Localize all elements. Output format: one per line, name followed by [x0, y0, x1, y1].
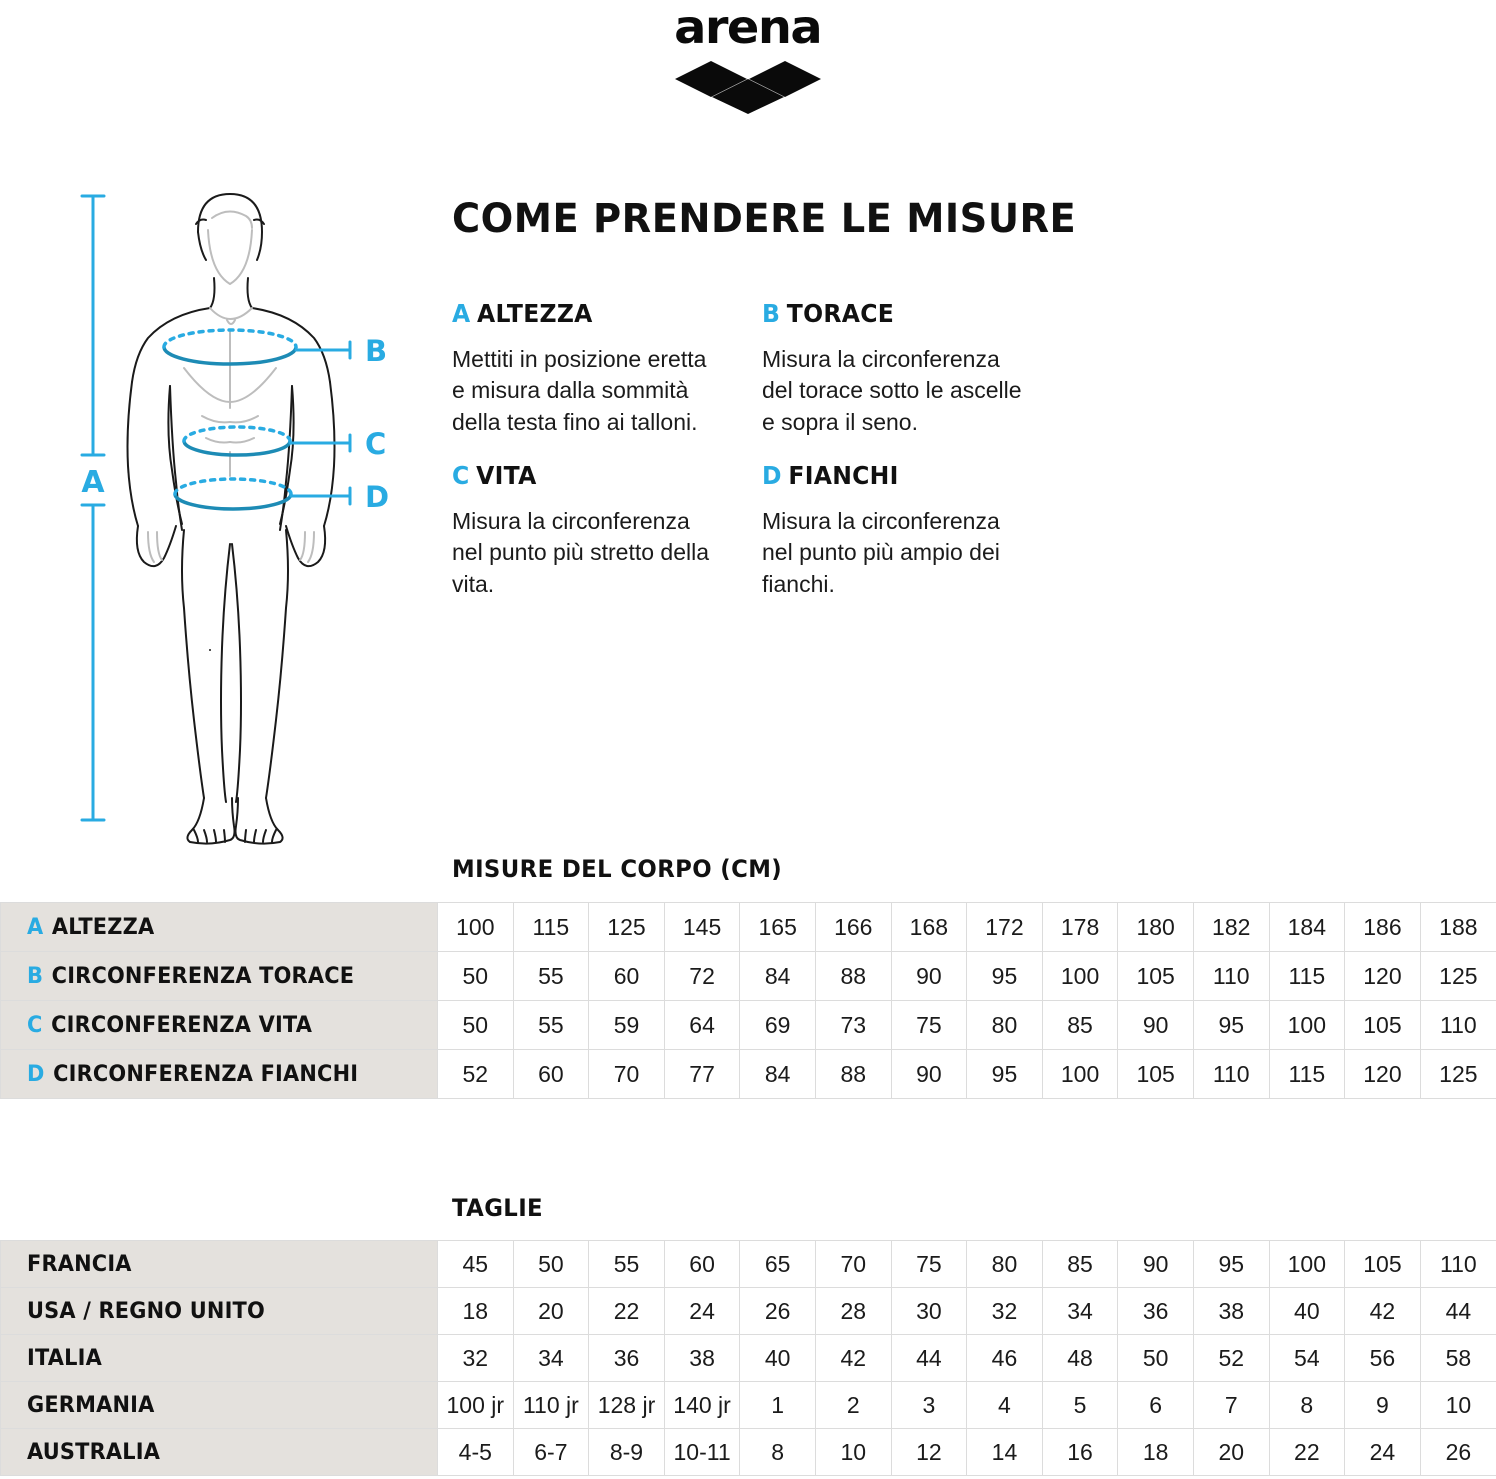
table-cell: 105 — [1118, 952, 1194, 1001]
table-cell: 55 — [513, 952, 589, 1001]
table-cell: 100 — [1269, 1241, 1345, 1288]
table-cell: 1 — [740, 1382, 816, 1429]
table-cell: 75 — [891, 1241, 967, 1288]
row-label-text: CIRCONFERENZA FIANCHI — [53, 1061, 359, 1087]
table-cell: 18 — [438, 1288, 514, 1335]
table-cell: 70 — [589, 1050, 665, 1099]
row-label-text: ALTEZZA — [51, 914, 155, 940]
table-cell: 40 — [1269, 1288, 1345, 1335]
table-cell: 120 — [1345, 952, 1421, 1001]
table-cell: 40 — [740, 1335, 816, 1382]
row-label-text: USA / REGNO UNITO — [27, 1298, 265, 1324]
row-label-text: ITALIA — [27, 1345, 103, 1371]
table-cell: 52 — [438, 1050, 514, 1099]
table-row — [1, 952, 1496, 1001]
table-cell: 172 — [967, 903, 1043, 952]
row-label — [1, 952, 438, 1001]
table-cell: 85 — [1042, 1241, 1118, 1288]
table-cell: 100 — [1269, 1001, 1345, 1050]
table-cell: 145 — [664, 903, 740, 952]
row-label — [1, 1050, 438, 1099]
table-cell: 77 — [664, 1050, 740, 1099]
measure-letter-d: D — [762, 461, 782, 490]
table-cell: 6-7 — [513, 1429, 589, 1476]
measure-title-a: ALTEZZA — [477, 299, 593, 328]
table-cell: 44 — [1420, 1288, 1496, 1335]
table-cell: 64 — [664, 1001, 740, 1050]
table-cell: 100 — [1042, 952, 1118, 1001]
table-cell: 105 — [1345, 1241, 1421, 1288]
measure-title-b: TORACE — [786, 299, 895, 328]
table-cell: 120 — [1345, 1050, 1421, 1099]
table-cell: 4 — [967, 1382, 1043, 1429]
table-cell: 10 — [815, 1429, 891, 1476]
table-cell: 10-11 — [664, 1429, 740, 1476]
table-row — [1, 1001, 1496, 1050]
measure-text-a: Mettiti in posizione eretta e misura dalla sommità della testa fino ai talloni. — [452, 345, 707, 435]
table-cell: 105 — [1345, 1001, 1421, 1050]
table-cell: 50 — [438, 952, 514, 1001]
measure-block-heading — [452, 300, 734, 328]
table-cell: 58 — [1420, 1335, 1496, 1382]
waist-measure-ellipse — [184, 427, 290, 455]
table-cell: 20 — [513, 1288, 589, 1335]
table-cell: 42 — [1345, 1288, 1421, 1335]
measure-block-altezza — [452, 300, 752, 438]
measure-text-d: Misura la circonferenza nel punto più ampio dei fianchi. — [762, 507, 1000, 597]
table-cell: 38 — [1193, 1288, 1269, 1335]
table-cell: 90 — [1118, 1241, 1194, 1288]
table-row — [1, 1382, 1496, 1429]
table-cell: 80 — [967, 1241, 1043, 1288]
table-cell: 24 — [664, 1288, 740, 1335]
row-label-text: CIRCONFERENZA TORACE — [51, 963, 355, 989]
table-cell: 110 jr — [513, 1382, 589, 1429]
table-cell: 188 — [1420, 903, 1496, 952]
measure-letter-a: A — [452, 299, 471, 328]
table-cell: 28 — [815, 1288, 891, 1335]
table-cell: 125 — [1420, 952, 1496, 1001]
table-cell: 90 — [891, 1050, 967, 1099]
table-cell: 10 — [1420, 1382, 1496, 1429]
table-cell: 180 — [1118, 903, 1194, 952]
table-cell: 95 — [967, 952, 1043, 1001]
table-cell: 69 — [740, 1001, 816, 1050]
figure-label-a: A — [81, 465, 105, 500]
arena-three-diamond-logo-icon — [673, 53, 823, 120]
table-cell: 3 — [891, 1382, 967, 1429]
body-measurement-figure — [60, 180, 420, 850]
sizes-table-caption: TAGLIE — [452, 1194, 544, 1222]
row-label — [1, 1382, 438, 1429]
figure-label-c: C — [365, 427, 387, 461]
body-table-caption: MISURE DEL CORPO (CM) — [452, 855, 783, 883]
table-cell: 165 — [740, 903, 816, 952]
table-cell: 110 — [1420, 1001, 1496, 1050]
table-cell: 85 — [1042, 1001, 1118, 1050]
table-cell: 115 — [513, 903, 589, 952]
table-cell: 8 — [740, 1429, 816, 1476]
figure-label-b: B — [365, 334, 388, 368]
row-label-text: GERMANIA — [27, 1392, 155, 1418]
measure-block-fianchi — [762, 462, 1062, 600]
brand-logo — [0, 0, 1496, 120]
brand-wordmark: arena — [674, 0, 822, 54]
measure-block-heading — [452, 462, 734, 490]
row-label — [1, 1288, 438, 1335]
measure-text-b: Misura la circonferenza del torace sotto le ascelle e sopra il seno. — [762, 345, 1022, 435]
table-cell: 34 — [513, 1335, 589, 1382]
table-cell: 7 — [1193, 1382, 1269, 1429]
table-cell: 110 — [1420, 1241, 1496, 1288]
table-cell: 56 — [1345, 1335, 1421, 1382]
table-cell: 34 — [1042, 1288, 1118, 1335]
figure-label-d: D — [365, 480, 390, 514]
table-cell: 46 — [967, 1335, 1043, 1382]
table-cell: 95 — [1193, 1001, 1269, 1050]
table-cell: 50 — [438, 1001, 514, 1050]
body-measurements-table — [0, 902, 1496, 1099]
table-cell: 100 — [438, 903, 514, 952]
table-cell: 70 — [815, 1241, 891, 1288]
table-cell: 182 — [1193, 903, 1269, 952]
table-cell: 178 — [1042, 903, 1118, 952]
table-cell: 32 — [438, 1335, 514, 1382]
row-label-text: CIRCONFERENZA VITA — [51, 1012, 313, 1038]
table-cell: 26 — [740, 1288, 816, 1335]
howto-section — [452, 198, 1452, 240]
table-cell: 73 — [815, 1001, 891, 1050]
table-cell: 4-5 — [438, 1429, 514, 1476]
table-cell: 55 — [513, 1001, 589, 1050]
table-cell: 75 — [891, 1001, 967, 1050]
table-cell: 95 — [1193, 1241, 1269, 1288]
table-cell: 30 — [891, 1288, 967, 1335]
table-cell: 125 — [589, 903, 665, 952]
table-cell: 20 — [1193, 1429, 1269, 1476]
table-cell: 48 — [1042, 1335, 1118, 1382]
table-cell: 6 — [1118, 1382, 1194, 1429]
table-cell: 44 — [891, 1335, 967, 1382]
table-cell: 95 — [967, 1050, 1043, 1099]
table-cell: 8-9 — [589, 1429, 665, 1476]
measure-letter-c: C — [452, 461, 470, 490]
table-cell: 100 — [1042, 1050, 1118, 1099]
table-row — [1, 1288, 1496, 1335]
table-cell: 60 — [513, 1050, 589, 1099]
table-row — [1, 903, 1496, 952]
table-cell: 55 — [589, 1241, 665, 1288]
measure-title-d: FIANCHI — [788, 461, 899, 490]
table-cell: 105 — [1118, 1050, 1194, 1099]
table-cell: 168 — [891, 903, 967, 952]
row-label — [1, 903, 438, 952]
table-row — [1, 1241, 1496, 1288]
table-cell: 12 — [891, 1429, 967, 1476]
table-cell: 128 jr — [589, 1382, 665, 1429]
table-row — [1, 1335, 1496, 1382]
table-cell: 22 — [589, 1288, 665, 1335]
table-cell: 16 — [1042, 1429, 1118, 1476]
table-cell: 52 — [1193, 1335, 1269, 1382]
table-cell: 184 — [1269, 903, 1345, 952]
table-cell: 186 — [1345, 903, 1421, 952]
table-cell: 84 — [740, 952, 816, 1001]
table-cell: 65 — [740, 1241, 816, 1288]
measure-block-heading — [762, 300, 1044, 328]
table-cell: 9 — [1345, 1382, 1421, 1429]
hips-measure-ellipse — [175, 479, 291, 509]
table-cell: 54 — [1269, 1335, 1345, 1382]
table-cell: 100 jr — [438, 1382, 514, 1429]
row-letter: B — [27, 963, 44, 989]
table-cell: 18 — [1118, 1429, 1194, 1476]
row-label — [1, 1241, 438, 1288]
measure-block-heading — [762, 462, 1044, 490]
table-row — [1, 1429, 1496, 1476]
table-cell: 115 — [1269, 1050, 1345, 1099]
table-cell: 125 — [1420, 1050, 1496, 1099]
table-cell: 22 — [1269, 1429, 1345, 1476]
table-cell: 45 — [438, 1241, 514, 1288]
table-cell: 84 — [740, 1050, 816, 1099]
table-cell: 36 — [589, 1335, 665, 1382]
table-cell: 110 — [1193, 952, 1269, 1001]
table-cell: 88 — [815, 1050, 891, 1099]
table-cell: 2 — [815, 1382, 891, 1429]
table-cell: 50 — [513, 1241, 589, 1288]
sizes-table — [0, 1240, 1496, 1476]
row-label-text: AUSTRALIA — [27, 1439, 161, 1465]
measure-letter-b: B — [762, 299, 781, 328]
table-cell: 24 — [1345, 1429, 1421, 1476]
table-cell: 110 — [1193, 1050, 1269, 1099]
row-letter: D — [27, 1061, 45, 1087]
table-cell: 90 — [891, 952, 967, 1001]
table-cell: 140 jr — [664, 1382, 740, 1429]
table-cell: 115 — [1269, 952, 1345, 1001]
table-cell: 59 — [589, 1001, 665, 1050]
measure-block-vita — [452, 462, 752, 600]
table-cell: 60 — [664, 1241, 740, 1288]
measure-text-c: Misura la circonferenza nel punto più stretto della vita. — [452, 507, 710, 597]
table-cell: 32 — [967, 1288, 1043, 1335]
measure-block-torace — [762, 300, 1062, 438]
row-letter: C — [27, 1012, 43, 1038]
table-cell: 36 — [1118, 1288, 1194, 1335]
table-cell: 26 — [1420, 1429, 1496, 1476]
table-cell: 50 — [1118, 1335, 1194, 1382]
row-label — [1, 1001, 438, 1050]
row-label — [1, 1335, 438, 1382]
table-cell: 5 — [1042, 1382, 1118, 1429]
table-cell: 14 — [967, 1429, 1043, 1476]
row-label — [1, 1429, 438, 1476]
table-cell: 88 — [815, 952, 891, 1001]
table-cell: 42 — [815, 1335, 891, 1382]
table-cell: 38 — [664, 1335, 740, 1382]
row-label-text: FRANCIA — [27, 1251, 132, 1277]
page-title: COME PRENDERE LE MISURE — [452, 196, 1077, 242]
table-cell: 166 — [815, 903, 891, 952]
measure-title-c: VITA — [476, 461, 537, 490]
table-cell: 80 — [967, 1001, 1043, 1050]
table-cell: 90 — [1118, 1001, 1194, 1050]
table-cell: 8 — [1269, 1382, 1345, 1429]
table-row — [1, 1050, 1496, 1099]
measure-blocks — [452, 300, 1432, 600]
table-cell: 60 — [589, 952, 665, 1001]
table-cell: 72 — [664, 952, 740, 1001]
row-letter: A — [27, 914, 44, 940]
